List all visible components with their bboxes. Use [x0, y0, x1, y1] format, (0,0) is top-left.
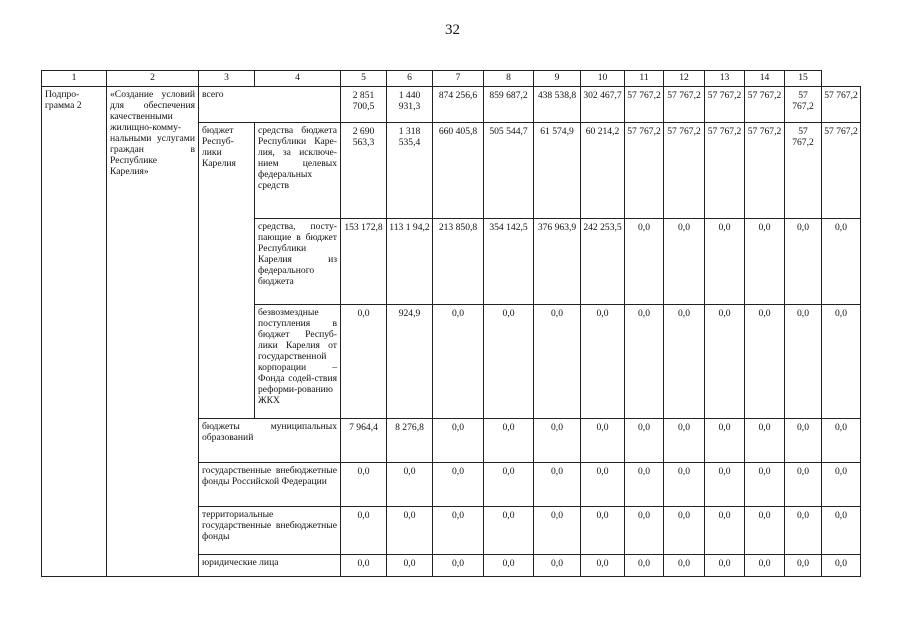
value-cell: 0,0 — [745, 305, 785, 419]
value-cell: 0,0 — [785, 419, 822, 463]
value-cell: 0,0 — [745, 463, 785, 507]
value-cell: 57 767,2 — [745, 87, 785, 123]
value-cell: 153 172,8 — [341, 219, 387, 305]
value-cell: 1 318 535,4 — [387, 123, 433, 219]
funding-source-label: государственные внебюджетные фонды Российской Федерации — [199, 463, 341, 507]
value-cell: 57 767,2 — [785, 123, 822, 219]
value-cell: 0,0 — [484, 507, 534, 555]
value-cell: 0,0 — [664, 219, 705, 305]
header-cell: 9 — [534, 71, 581, 87]
header-cell: 10 — [581, 71, 625, 87]
subprogram-name-cell: «Создание условий для обеспечения качественными жилищно-комму-нальными услугами граждан в Республике Карелия» — [107, 87, 199, 577]
value-cell: 57 767,2 — [745, 123, 785, 219]
value-cell: 0,0 — [484, 555, 534, 577]
value-cell: 0,0 — [341, 507, 387, 555]
value-cell: 0,0 — [705, 463, 745, 507]
value-cell: 57 767,2 — [785, 87, 822, 123]
value-cell: 0,0 — [581, 507, 625, 555]
value-cell: 7 964,4 — [341, 419, 387, 463]
value-cell: 0,0 — [387, 463, 433, 507]
value-cell: 0,0 — [534, 419, 581, 463]
value-cell: 0,0 — [822, 463, 861, 507]
value-cell: 660 405,8 — [433, 123, 484, 219]
value-cell: 0,0 — [822, 419, 861, 463]
value-cell: 57 767,2 — [705, 87, 745, 123]
value-cell: 0,0 — [745, 555, 785, 577]
funding-source-label: средства бюджета Республики Каре-лия, за исключе-нием целевых федеральных средств — [255, 123, 341, 219]
value-cell: 0,0 — [664, 419, 705, 463]
value-cell: 0,0 — [341, 555, 387, 577]
value-cell: 0,0 — [625, 507, 664, 555]
value-cell: 0,0 — [581, 305, 625, 419]
funding-group-label: бюджет Респуб-лики Карелия — [199, 123, 255, 419]
value-cell: 0,0 — [581, 463, 625, 507]
header-cell: 4 — [255, 71, 341, 87]
value-cell: 61 574,9 — [534, 123, 581, 219]
value-cell: 0,0 — [484, 463, 534, 507]
value-cell: 0,0 — [822, 507, 861, 555]
funding-table — [41, 70, 861, 577]
value-cell: 0,0 — [581, 555, 625, 577]
value-cell: 0,0 — [625, 219, 664, 305]
header-cell: 2 — [107, 71, 199, 87]
value-cell: 0,0 — [785, 305, 822, 419]
value-cell: 859 687,2 — [484, 87, 534, 123]
value-cell: 0,0 — [433, 419, 484, 463]
header-cell: 5 — [341, 71, 387, 87]
subprogram-cell: Подпро-грамма 2 — [42, 87, 107, 577]
value-cell: 0,0 — [534, 463, 581, 507]
value-cell: 0,0 — [785, 507, 822, 555]
value-cell: 60 214,2 — [581, 123, 625, 219]
funding-source-label: бюджеты муниципальных образований — [199, 419, 341, 463]
funding-source-label: территориальные государственные внебюджетные фонды — [199, 507, 341, 555]
funding-source-label: безвозмездные поступления в бюджет Респуб-лики Карелия от государственной корпорации – Фонда содей-ствия реформи-рованию ЖКХ — [255, 305, 341, 419]
value-cell: 57 767,2 — [664, 87, 705, 123]
value-cell: 0,0 — [745, 507, 785, 555]
funding-source-label: средства, посту-пающие в бюджет Республики Карелия из федерального бюджета — [255, 219, 341, 305]
funding-source-label: юридические лица — [199, 555, 341, 577]
value-cell: 1 440 931,3 — [387, 87, 433, 123]
value-cell: 57 767,2 — [664, 123, 705, 219]
value-cell: 438 538,8 — [534, 87, 581, 123]
funding-source-label: всего — [199, 87, 341, 123]
value-cell: 924,9 — [387, 305, 433, 419]
value-cell: 0,0 — [705, 219, 745, 305]
value-cell: 0,0 — [433, 555, 484, 577]
value-cell: 0,0 — [785, 219, 822, 305]
value-cell: 0,0 — [484, 305, 534, 419]
value-cell: 0,0 — [534, 507, 581, 555]
value-cell: 0,0 — [484, 419, 534, 463]
value-cell: 57 767,2 — [822, 87, 861, 123]
value-cell: 0,0 — [387, 555, 433, 577]
table-row — [42, 87, 861, 123]
value-cell: 0,0 — [664, 305, 705, 419]
value-cell: 0,0 — [705, 507, 745, 555]
value-cell: 0,0 — [705, 419, 745, 463]
value-cell: 302 467,7 — [581, 87, 625, 123]
value-cell: 0,0 — [534, 555, 581, 577]
value-cell: 57 767,2 — [822, 123, 861, 219]
value-cell: 0,0 — [581, 419, 625, 463]
header-cell: 8 — [484, 71, 534, 87]
header-row — [42, 71, 861, 87]
value-cell: 0,0 — [822, 305, 861, 419]
value-cell: 0,0 — [433, 507, 484, 555]
value-cell: 0,0 — [625, 305, 664, 419]
value-cell: 57 767,2 — [705, 123, 745, 219]
header-cell: 11 — [625, 71, 664, 87]
value-cell: 8 276,8 — [387, 419, 433, 463]
value-cell: 0,0 — [664, 555, 705, 577]
value-cell: 0,0 — [705, 305, 745, 419]
header-cell: 14 — [745, 71, 785, 87]
value-cell: 505 544,7 — [484, 123, 534, 219]
value-cell: 113 1 94,2 — [387, 219, 433, 305]
value-cell: 354 142,5 — [484, 219, 534, 305]
value-cell: 242 253,5 — [581, 219, 625, 305]
value-cell: 213 850,8 — [433, 219, 484, 305]
value-cell: 57 767,2 — [625, 123, 664, 219]
header-cell: 12 — [664, 71, 705, 87]
value-cell: 0,0 — [785, 555, 822, 577]
value-cell: 0,0 — [822, 555, 861, 577]
value-cell: 0,0 — [341, 463, 387, 507]
value-cell: 376 963,9 — [534, 219, 581, 305]
value-cell: 0,0 — [534, 305, 581, 419]
header-cell: 7 — [433, 71, 484, 87]
value-cell: 0,0 — [785, 463, 822, 507]
value-cell: 0,0 — [822, 219, 861, 305]
header-cell: 1 — [42, 71, 107, 87]
value-cell: 0,0 — [664, 507, 705, 555]
header-cell: 6 — [387, 71, 433, 87]
value-cell: 57 767,2 — [625, 87, 664, 123]
value-cell: 2 690 563,3 — [341, 123, 387, 219]
value-cell: 0,0 — [433, 463, 484, 507]
value-cell: 0,0 — [625, 463, 664, 507]
value-cell: 2 851 700,5 — [341, 87, 387, 123]
value-cell: 0,0 — [625, 555, 664, 577]
page-number: 32 — [445, 22, 460, 38]
value-cell: 874 256,6 — [433, 87, 484, 123]
value-cell: 0,0 — [433, 305, 484, 419]
header-cell: 13 — [705, 71, 745, 87]
header-cell: 15 — [785, 71, 822, 87]
value-cell: 0,0 — [341, 305, 387, 419]
value-cell: 0,0 — [387, 507, 433, 555]
value-cell: 0,0 — [664, 463, 705, 507]
value-cell: 0,0 — [625, 419, 664, 463]
value-cell: 0,0 — [745, 419, 785, 463]
value-cell: 0,0 — [705, 555, 745, 577]
value-cell: 0,0 — [745, 219, 785, 305]
header-cell: 3 — [199, 71, 255, 87]
